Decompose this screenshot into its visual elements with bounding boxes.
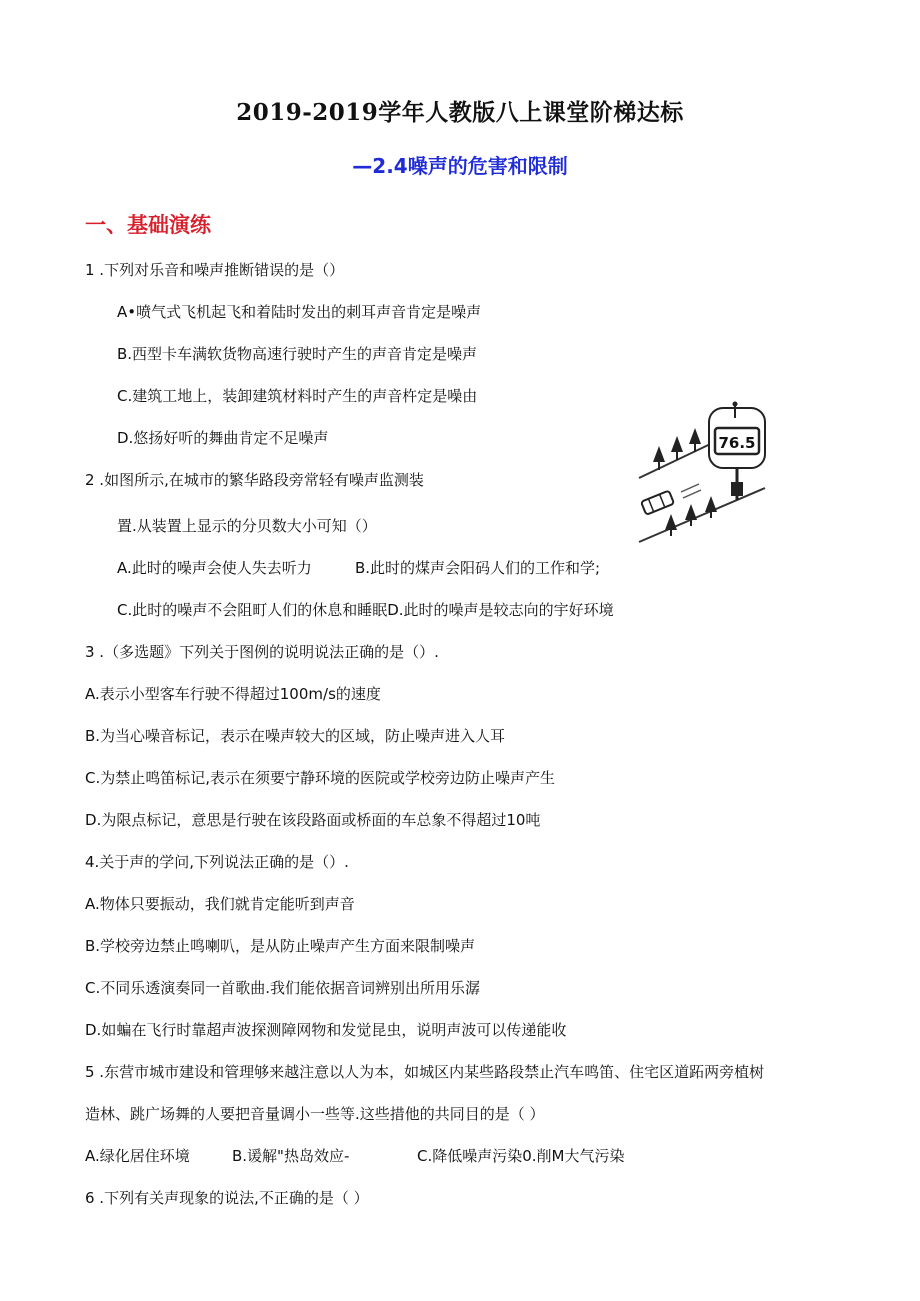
question-4-option-a: A.物体只要振动，我们就肯定能听到声音 (85, 895, 355, 913)
question-1-option-a: A•喷气式飞机起飞和着陆时发出的刺耳声音肯定是噪声 (117, 303, 482, 321)
question-1-option-d: D.悠扬好听的舞曲肯定不足噪声 (117, 429, 329, 447)
question-5-stem-line1: 5 .东营市城市建设和管理够来越注意以人为本，如城区内某些路段禁止汽车鸣笛、住宅区道跖两旁植树 (85, 1063, 765, 1081)
question-5-option-c: C.降低噪声污染0.削M大气污染 (417, 1147, 625, 1165)
question-4-stem: 4.关于声的学问,下列说法正确的是（）. (85, 853, 349, 871)
question-3-option-b: B.为当心噪音标记，表示在噪声较大的区域，防止噪声进入人耳 (85, 727, 506, 745)
question-6-stem: 6 .下列有关声现象的说法,不正确的是（ ） (85, 1189, 369, 1207)
page-title: 2019-2019学年人教版八上课堂阶梯达标 (236, 99, 684, 126)
noise-monitor-figure-icon (637, 400, 767, 548)
question-2-option-a: A.此时的噪声会使人失去听力 (117, 559, 312, 577)
question-2-stem-line1: 2 .如图所示,在城市的繁华路段旁常轻有噪声监测装 (85, 471, 424, 489)
question-2-stem-line2: 置.从装置上显示的分贝数大小可知（） (117, 517, 377, 535)
question-4-option-d: D.如蝙在飞行时靠超声波探测障网物和发觉昆虫，说明声波可以传递能收 (85, 1021, 567, 1039)
section-heading: 一、基础演练 (85, 213, 211, 237)
question-4-option-b: B.学校旁边禁止鸣喇叭，是从防止噪声产生方面来限制噪声 (85, 937, 476, 955)
question-3-option-a: A.表示小型客车行驶不得超过100m/s的速度 (85, 685, 381, 703)
question-5-option-a: A.绿化居住环境 (85, 1147, 190, 1165)
monitor-display-value: 76.5 (718, 434, 756, 452)
question-1-stem: 1 .下列对乐音和噪声推断错误的是（） (85, 261, 345, 279)
question-3-option-d: D.为限点标记，意思是行驶在该段路面或桥面的车总象不得超过10吨 (85, 811, 541, 829)
question-5-option-b: B.谖解"热岛效应- (232, 1147, 350, 1165)
question-1-option-b: B.西型卡车满软货物高速行驶时产生的声音肯定是噪声 (117, 345, 478, 363)
question-2-option-c-d: C.此时的噪声不会阻町人们的休息和睡眠D.此时的噪声是较志向的宇好环境 (117, 601, 614, 619)
question-4-option-c: C.不同乐透演奏同一首歌曲.我们能依据音词辨别出所用乐潺 (85, 979, 481, 997)
question-1-option-c: C.建筑工地上，装卸建筑材料时产生的声音杵定是噪由 (117, 387, 478, 405)
question-3-stem: 3 .（多选题》下列关于图例的说明说法正确的是（）. (85, 643, 439, 661)
question-3-option-c: C.为禁止鸣笛标记,表示在须要宁静环境的医院或学校旁边防止噪声产生 (85, 769, 556, 787)
page-subtitle: —2.4噪声的危害和限制 (352, 154, 568, 178)
question-5-stem-line2: 造林、跳广场舞的人要把音量调小一些等.这些措他的共同目的是（ ） (85, 1105, 545, 1123)
question-2-option-b: B.此时的煤声会阳码人们的工作和学; (355, 559, 601, 577)
